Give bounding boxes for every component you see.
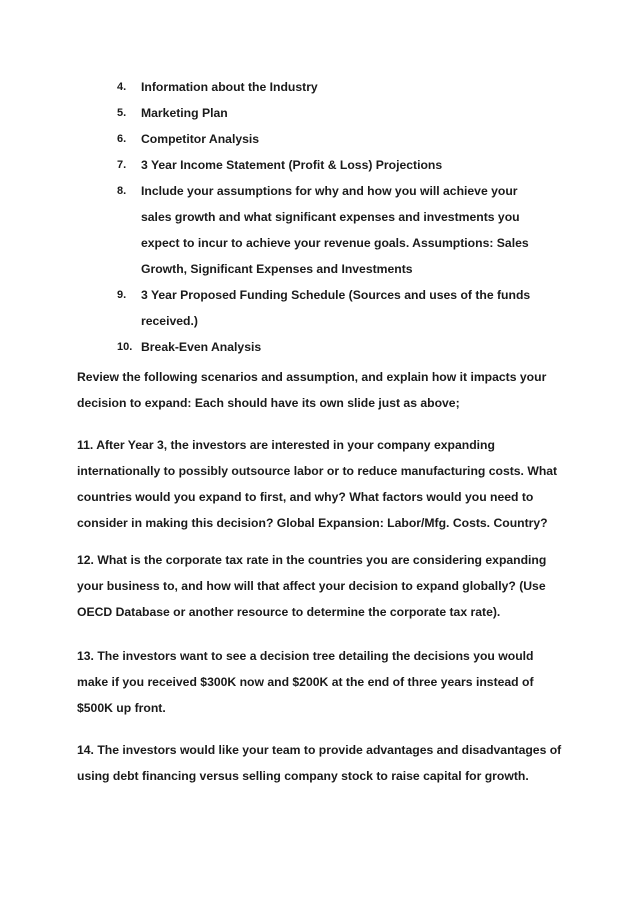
list-text: Competitor Analysis <box>141 132 260 146</box>
question-14: 14. The investors would like your team to provide advantages and disadvantages of using debt financing versus selling company stock to raise capital for growth. <box>77 743 562 783</box>
list-text: Marketing Plan <box>141 106 228 120</box>
list-text: Include your assumptions for why and how you will achieve your sales growth and what significant expenses and investments you expect to incur to achieve your revenue goals. Assumptions: Sales Growth, Significant Expenses and Investments <box>141 184 529 276</box>
list-number: 7. <box>117 159 127 171</box>
intro-paragraph: Review the following scenarios and assumption, and explain how it impacts your decision to expand: Each should have its own slide just as above; <box>77 370 547 410</box>
question-12: 12. What is the corporate tax rate in the countries you are considering expanding your business to, and how will that affect your decision to expand globally? (Use OECD Database or another resource to determine the corporate tax rate). <box>77 553 547 619</box>
list-number: 8. <box>117 185 127 197</box>
list-item <box>117 152 557 178</box>
list-item <box>117 74 557 100</box>
list-text: 3 Year Proposed Funding Schedule (Sources and uses of the funds received.) <box>141 288 531 328</box>
numbered-list <box>117 74 557 360</box>
list-number: 5. <box>117 107 127 119</box>
list-item <box>117 282 557 334</box>
list-item <box>117 178 557 282</box>
list-text: Break-Even Analysis <box>141 340 262 354</box>
list-number: 6. <box>117 133 127 145</box>
list-text: Information about the Industry <box>141 80 318 94</box>
list-text: 3 Year Income Statement (Profit & Loss) Projections <box>141 158 443 172</box>
list-item <box>117 126 557 152</box>
list-number: 4. <box>117 81 127 93</box>
list-number: 9. <box>117 289 127 301</box>
question-13: 13. The investors want to see a decision tree detailing the decisions you would make if you received $300K now and $200K at the end of three years instead of $500K up front. <box>77 649 534 715</box>
list-item <box>117 100 557 126</box>
question-11: 11. After Year 3, the investors are interested in your company expanding internationally to possibly outsource labor or to reduce manufacturing costs. What countries would you expand to first, and why? What factors would you need to consider in making this decision? Global Expansion: Labor/Mfg. Costs. Country? <box>77 438 558 530</box>
list-item <box>117 334 557 360</box>
list-number: 10. <box>117 341 133 353</box>
